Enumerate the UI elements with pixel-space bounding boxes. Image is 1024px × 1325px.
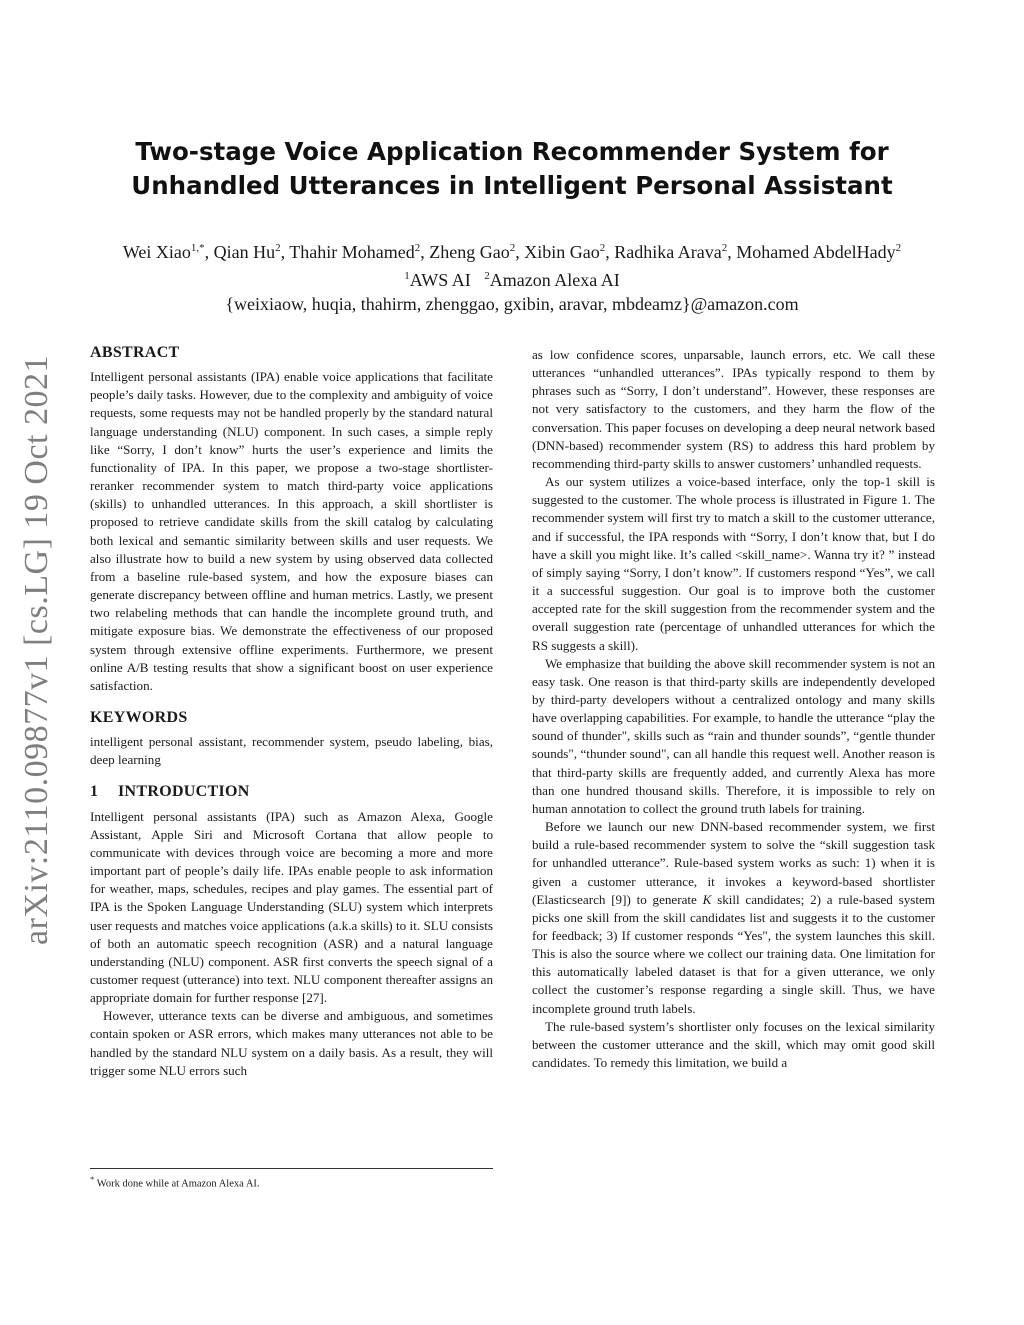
intro-paragraph-7: The rule-based system’s shortlister only focuses on the lexical similarity between the customer utterance and the skill, which may omit good skill candidates. To remedy this limitation, we build a [532,1018,935,1071]
intro-paragraph-5: We emphasize that building the above skill recommender system is not an easy task. One reason is that third-party skills are independently developed by third-party developers without a centralized ontology and many skills have overlapping capabilities. For example, to handle the utterance “play the sound of thunder", skills such as “rain and thunder sounds”, “gentle thunder sounds", “thunder sound", can all handle this request well. Another reason is that third-party skills are frequently added, and currently Alexa has more than one hundred thousand skills. Therefore, it is impossible to rely on human annotation to collect the ground truth labels for training. [532,655,935,816]
author-affiliations: $^1$AWS AI $^2$Amazon Alexa AI [404,270,620,290]
intro-paragraph-1: Intelligent personal assistants (IPA) such as Amazon Alexa, Google Assistant, Apple Siri and Microsoft Cortana that allow people to communicate with devices through voice are becoming a more and more important part of people’s daily life. IPAs enable people to ask information for weather, maps, schedules, recipes and play games. The essential part of IPA is the Spoken Language Understanding (SLU) system which interprets user requests and matches voice applications (a.k.a skills) to it. SLU consists of both an automatic speech recognition (ASR) and a natural language understanding (NLU) component. ASR first converts the speech signal of a customer request (utterance) into text. NLU component thereafter assigns an appropriate domain for further response [27]. [90,808,493,1006]
keywords-text: intelligent personal assistant, recommender system, pseudo labeling, bias, deep learning [90,734,493,768]
right-column [532,346,935,1072]
footnote-divider [90,1168,493,1169]
intro-paragraph-6: Before we launch our new DNN-based recommender system, we first build a rule-based recommender system to solve the “skill suggestion task for unhandled utterance”. Rule-based system works as such: 1) when it is given a customer utterance, it invokes a keyword-based shortlister (Elasticsearch [9]) to generate K skill candidates; 2) a rule-based system picks one skill from the skill candidates list and suggests it to the customer for feedback; 3) If customer responds “Yes", the system launches this skill. This is also the source where we collect our training data. One limitation for this automatically labeled dataset is that for a given utterance, we only collect the customer’s response regarding a single skill. Thus, we have incomplete ground truth labels. [532,819,935,1016]
introduction-heading [90,783,493,801]
title-line-2: Unhandled Utterances in Intelligent Personal Assistant [131,171,893,200]
intro-paragraph-2: However, utterance texts can be diverse and ambiguous, and sometimes contain spoken or ASR errors, which makes many utterances not able to be handled by the standard NLU system on a daily basis. As a result, they will trigger some NLU errors such [90,1008,493,1078]
abstract-text: Intelligent personal assistants (IPA) enable voice applications that facilitate people’s daily tasks. However, due to the complexity and ambiguity of voice requests, some requests may not be handled properly by the standard natural language understanding (NLU) component. In such cases, a simple reply like “Sorry, I don’t know” hurts the user’s experience and limits the functionality of IPA. In this paper, we propose a two-stage shortlister-reranker recommender system to match third-party voice applications (skills) to unhandled utterances. In this approach, a skill shortlister is proposed to retrieve candidate skills from the skill catalog by calculating both lexical and semantic similarity between skills and user requests. We also illustrate how to build a new system by using observed data collected from a baseline rule-based system, and how the exposure biases can generate discrepancy between offline and human metrics. Lastly, we present two relabeling methods that can handle the incomplete ground truth, and mitigate exposure bias. We demonstrate the effectiveness of our proposed system through extensive offline experiments. Furthermore, we present online A/B testing results that show a significant boost on user experience satisfaction. [90,369,493,693]
arxiv-identifier: arXiv:2110.09877v1 [cs.LG] 19 Oct 2021 [18,355,55,945]
intro-paragraph-3: as low confidence scores, unparsable, launch errors, etc. We call these utterances “unhandled utterances”. IPAs typically respond to them by phrases such as “Sorry, I don’t understand”. However, these responses are not very satisfactory to the customers, and they harm the flow of the conversation. This paper focuses on developing a deep neural network based (DNN-based) recommender system (RS) to address this hard problem by recommending third-party skills to answer customers’ unhandled requests. [532,347,935,471]
section-title: INTRODUCTION [118,783,250,801]
abstract-heading: ABSTRACT [90,344,180,361]
title-line-1: Two-stage Voice Application Recommender System for [135,137,889,166]
keywords-heading: KEYWORDS [90,708,188,726]
footnote: * Work done while at Amazon Alexa AI. [90,1174,260,1190]
left-column [90,344,493,1080]
author-block [100,236,924,316]
section-number: 1 [90,783,99,801]
author-names: Wei Xiao$^{1,*}$, Qian Hu$^2$, Thahir Mohamed$^2$, Zheng Gao$^2$, Xibin Gao$^2$, Radhika Arava$^2$, Mohamed AbdelHady$^2$ [122,242,902,262]
paper-title [90,135,934,203]
author-emails: {weixiaow, huqia, thahirm, zhenggao, gxibin, aravar, mbdeamz}@amazon.com [225,294,799,314]
intro-paragraph-4: As our system utilizes a voice-based interface, only the top-1 skill is suggested to the customer. The whole process is illustrated in Figure 1. The recommender system will first try to match a skill to the customer utterance, and if successful, the IPA responds with “Sorry, I don’t know that, but I do have a skill you might like. It’s called <skill_name>. Wanna try it? ” instead of simply saying “Sorry, I don’t know”. If customers respond “Yes”, we call it a successful suggestion. Our goal is to improve both the customer accepted rate for the skill suggestion from the recommender system and the overall suggestion rate (percentage of unhandled utterances for which the RS suggests a skill). [532,474,935,653]
